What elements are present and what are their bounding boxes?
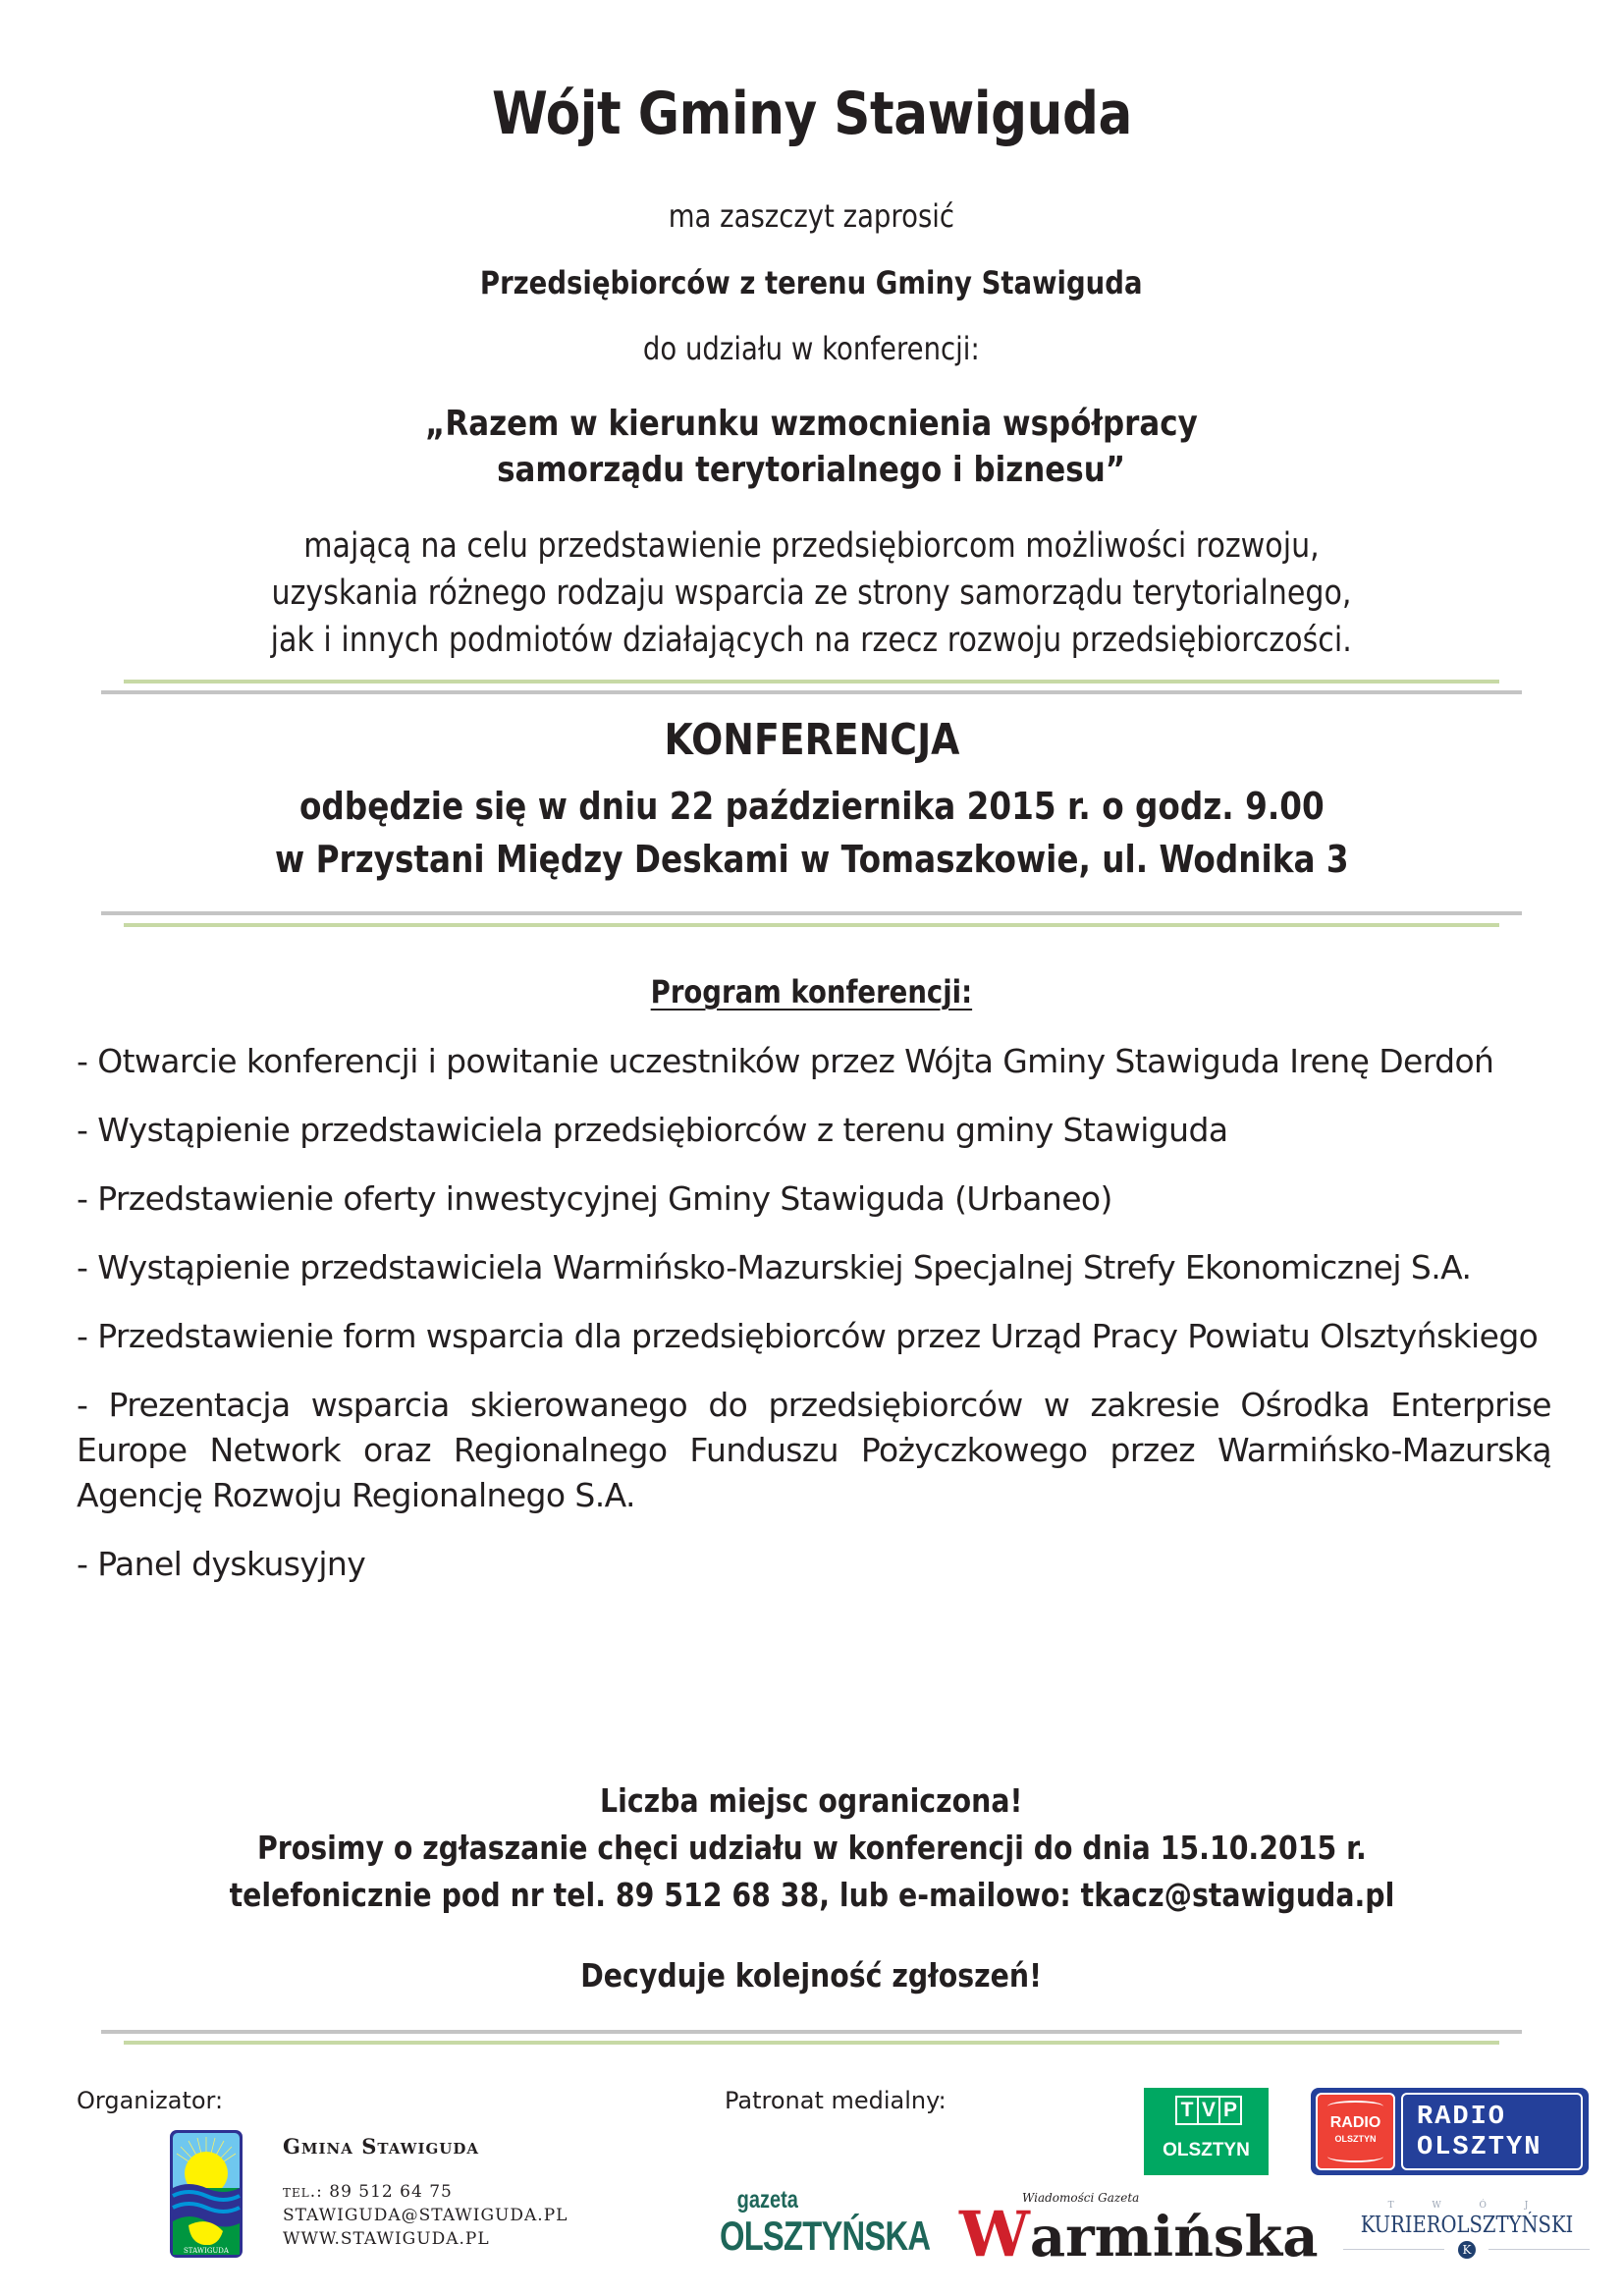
kurier-rule	[1343, 2249, 1444, 2250]
divider-green	[124, 2041, 1499, 2045]
notice-contact-line[interactable]: telefonicznie pod nr tel. 89 512 68 38, lub e-mailowo: tkacz@stawiguda.pl	[229, 1876, 1394, 1914]
page-title	[0, 79, 1623, 149]
radio-badge-top: RADIO	[1329, 2114, 1381, 2131]
program-item: - Przedstawienie form wsparcia dla przedsiębiorców przez Urząd Pracy Powiatu Olsztyńskiego	[77, 1317, 1539, 1355]
radio-badge-icon	[1316, 2093, 1395, 2170]
conference-date	[0, 782, 1623, 831]
radio-arc	[1327, 2151, 1383, 2162]
invite-line	[0, 196, 1623, 236]
kurier-olsztynski-logo	[1333, 2200, 1600, 2261]
tvp-letters	[1175, 2096, 1240, 2125]
conference-title	[0, 401, 1623, 493]
kurier-prefix: T W Ó J	[1387, 2201, 1546, 2211]
kurier-name: KURIEROLSZTYŃSKI	[1360, 2213, 1574, 2238]
program-item: - Wystąpienie przedstawiciela przedsiębiorców z terenu gminy Stawiguda	[77, 1111, 1228, 1149]
emblem-label: STAWIGUDA	[184, 2247, 229, 2255]
tvp-city: OLSZTYN	[1163, 2140, 1250, 2160]
kurier-badge-icon: K	[1458, 2241, 1476, 2259]
conference-date-text: odbędzie się w dniu 22 października 2015 r. o godz. 9.00	[298, 785, 1325, 828]
radio-name-line: OLSZTYN	[1417, 2133, 1542, 2162]
conference-heading-text: KONFERENCJA	[664, 715, 959, 765]
organizer-label: Organizator:	[77, 2087, 224, 2114]
program-list	[77, 1039, 1551, 1611]
program-item: - Wystąpienie przedstawiciela Warmińsko-Mazurskiej Specjalnej Strefy Ekonomicznej S.A.	[77, 1248, 1472, 1286]
notice-line: Liczba miejsc ograniczona!	[600, 1781, 1023, 1820]
tvp-letter: P	[1218, 2096, 1242, 2125]
radio-badge-bottom: OLSZTYN	[1334, 2134, 1377, 2144]
notice-line: Prosimy o zgłaszanie chęci udziału w konferencji do dnia 15.10.2015 r.	[256, 1829, 1367, 1867]
page-title-text: Wójt Gminy Stawiguda	[491, 80, 1132, 148]
warminska-initial: W	[959, 2198, 1030, 2271]
divider-grey	[101, 690, 1522, 694]
gazeta-warminska-logo	[959, 2190, 1319, 2280]
organizer-name: Gmina Stawiguda	[283, 2134, 480, 2159]
conference-place-text: w Przystani Między Deskami w Tomaszkowie, ul. Wodnika 3	[274, 838, 1349, 881]
program-item: - Przedstawienie oferty inwestycyjnej Gminy Stawiguda (Urbaneo)	[77, 1179, 1112, 1218]
purpose-paragraph	[0, 522, 1623, 664]
divider-green	[124, 680, 1499, 683]
radio-name-line: RADIO	[1417, 2103, 1507, 2132]
radio-olsztyn-logo	[1311, 2088, 1589, 2175]
audience-text: Przedsiębiorców z terenu Gminy Stawiguda	[480, 264, 1143, 301]
purpose-line: mającą na celu przedstawienie przedsiębiorcom możliwości rozwoju,	[303, 526, 1320, 566]
radio-name	[1401, 2093, 1583, 2170]
tvp-letter: T	[1175, 2096, 1199, 2125]
gazeta-big-text: OLSZTYŃSKA	[720, 2213, 931, 2259]
program-heading	[0, 972, 1623, 1011]
conference-heading	[0, 714, 1623, 767]
tvp-letter: V	[1197, 2096, 1220, 2125]
tvp-olsztyn-logo	[1144, 2088, 1269, 2175]
program-item: - Prezentacja wsparcia skierowanego do przedsiębiorców w zakresie Ośrodka Enterprise Europe Network oraz Regionalnego Funduszu Pożyczkowego przez Warmińsko-Mazurską Agencję Rozwoju Regionalnego S.A.	[77, 1386, 1551, 1514]
divider-grey	[101, 2030, 1522, 2034]
conference-title-line: „Razem w kierunku wzmocnienia współpracy	[425, 404, 1198, 444]
gazeta-olsztynska-logo	[720, 2186, 990, 2259]
to-conference-text: do udziału w konferencji:	[643, 330, 980, 367]
organizer-contacts	[283, 2180, 568, 2251]
program-heading-text: Program konferencji:	[650, 973, 973, 1011]
warminska-tagline: Wiadomości Gazeta	[1022, 2191, 1140, 2205]
program-item: - Panel dyskusyjny	[77, 1545, 366, 1583]
to-conference-line	[0, 329, 1623, 368]
stawiguda-emblem-icon	[169, 2129, 243, 2259]
media-patron-label: Patronat medialny:	[725, 2087, 947, 2114]
purpose-line: jak i innych podmiotów działających na rzecz rozwoju przedsiębiorczości.	[270, 621, 1353, 660]
program-item: - Otwarcie konferencji i powitanie uczestników przez Wójta Gminy Stawiguda Irenę Derdoń	[77, 1042, 1494, 1080]
divider-grey	[101, 911, 1522, 915]
invite-text: ma zaszczyt zaprosić	[668, 197, 955, 235]
organizer-phone: tel.: 89 512 64 75	[283, 2182, 453, 2202]
divider-green	[124, 923, 1499, 927]
purpose-line: uzyskania różnego rodzaju wsparcia ze strony samorządu terytorialnego,	[271, 574, 1352, 613]
conference-title-line: samorządu terytorialnego i biznesu”	[497, 450, 1126, 490]
closing-note-text: Decyduje kolejność zgłoszeń!	[580, 1956, 1043, 1995]
warminska-rest: armińska	[1029, 2205, 1319, 2269]
organizer-website[interactable]: WWW.STAWIGUDA.PL	[283, 2229, 490, 2249]
audience-line	[0, 263, 1623, 302]
organizer-email[interactable]: STAWIGUDA@STAWIGUDA.PL	[283, 2206, 568, 2225]
closing-note	[0, 1954, 1623, 1997]
kurier-badge-row	[1333, 2239, 1600, 2261]
conference-place	[0, 835, 1623, 884]
radio-arc	[1327, 2101, 1383, 2112]
gazeta-small-text: gazeta	[736, 2186, 798, 2214]
registration-notice	[0, 1777, 1623, 1919]
kurier-rule	[1488, 2249, 1590, 2250]
